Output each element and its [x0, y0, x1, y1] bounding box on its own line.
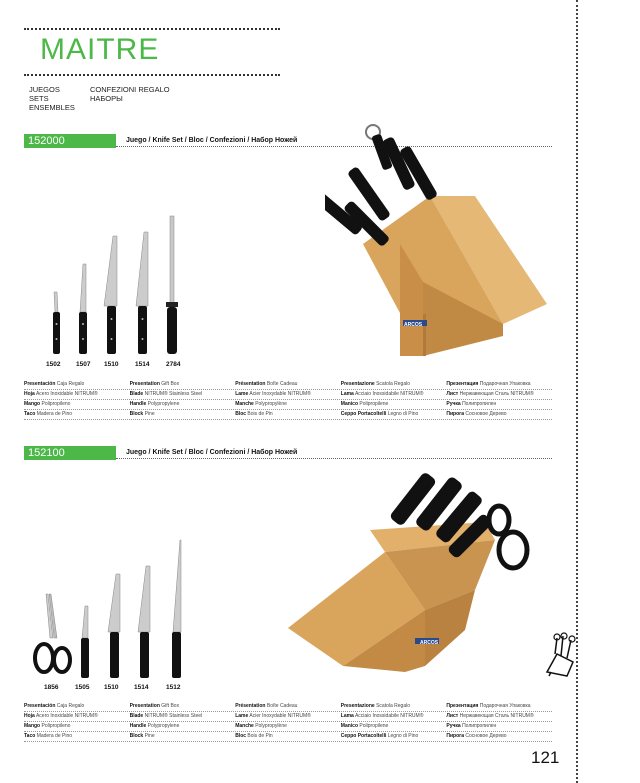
- knife-block-sketch-icon: [543, 632, 579, 678]
- spec-cell: Block Pine: [129, 411, 155, 417]
- spec-cell: Mango Polipropileno: [24, 723, 71, 729]
- knife-ref: 1514: [134, 684, 149, 691]
- spec-cell: Mango Polipropileno: [24, 401, 71, 407]
- category-label: JUEGOS: [29, 85, 60, 94]
- bread-knife-icon: [138, 566, 150, 678]
- sharpening-steel-icon: [166, 216, 178, 354]
- knife-lineup: [40, 214, 190, 359]
- spec-cell: Handle Polypropylene: [129, 401, 180, 407]
- spec-cell: Presentazione Scatola Regalo: [340, 703, 410, 709]
- paring-knife-icon: [81, 606, 89, 678]
- category-label: CONFEZIONI REGALO: [90, 85, 170, 94]
- spec-cell: Ручка Полипропилен: [446, 723, 497, 729]
- spec-cell: Présentation Boîte Cadeau: [235, 703, 298, 709]
- spec-cell: Manche Polypropylène: [235, 723, 287, 729]
- spec-cell: Blade NITRUM® Stainless Steel: [129, 391, 203, 397]
- slicing-knife-icon: [172, 540, 181, 678]
- knife-ref: 1510: [104, 361, 119, 368]
- category-label: НАБОРЫ: [90, 94, 123, 103]
- spec-cell: Presentación Caja Regalo: [24, 703, 85, 709]
- spec-cell: Ceppo Portacoltelli Legno di Pino: [340, 733, 419, 739]
- set-title: Juego / Knife Set / Bloc / Confezioni / Набор Ножей: [126, 137, 298, 144]
- spec-cell: Presentación Caja Regalo: [24, 381, 85, 387]
- set-title: Juego / Knife Set / Bloc / Confezioni / Набор Ножей: [126, 449, 298, 456]
- set-rule: [116, 458, 552, 459]
- spec-cell: Ceppo Portacoltelli Legno di Pino: [340, 411, 419, 417]
- header-bottom-rule: [24, 74, 280, 76]
- knife-ref: 1510: [104, 684, 119, 691]
- chef-knife-icon: [104, 236, 117, 354]
- spec-cell: Presentazione Scatola Regalo: [340, 381, 410, 387]
- spec-cell: Block Pine: [129, 733, 155, 739]
- spec-cell: Лист Нержавеющая Сталь NITRUM®: [446, 391, 534, 397]
- spec-cell: Hoja Acero Inoxidable NITRUM®: [24, 391, 98, 397]
- utility-knife-icon: [79, 264, 87, 354]
- block-logo: ARCOS: [420, 640, 439, 646]
- spec-cell: Taco Madera de Pino: [24, 733, 73, 739]
- spec-cell: Lame Acier Inoxydable NITRUM®: [235, 391, 311, 397]
- knife-ref: 1502: [46, 361, 61, 368]
- knife-ref: 1514: [135, 361, 150, 368]
- spec-cell: Ручка Полипропилен: [446, 401, 497, 407]
- spec-cell: Blade NITRUM® Stainless Steel: [129, 713, 203, 719]
- paring-knife-icon: [53, 292, 60, 354]
- spec-cell: Lame Acier Inoxydable NITRUM®: [235, 713, 311, 719]
- category-list-left: [29, 85, 75, 112]
- set-code-badge: 152100: [24, 446, 116, 460]
- knife-ref: 1505: [75, 684, 90, 691]
- knife-ref: 1512: [166, 684, 181, 691]
- brand-title: MAITRE: [40, 33, 160, 66]
- spec-cell: Présentation Boîte Cadeau: [235, 381, 298, 387]
- category-list-right: [90, 85, 170, 103]
- spec-cell: Пирога Сосновое Дерево: [446, 411, 507, 417]
- scissors-icon: [35, 594, 70, 672]
- knife-ref: 2784: [166, 361, 181, 368]
- spec-cell: Presentation Gift Box: [129, 381, 180, 387]
- spec-cell: Lama Acciaio Inossidabile NITRUM®: [340, 713, 424, 719]
- category-label: ENSEMBLES: [29, 103, 75, 112]
- page-number: 121: [531, 748, 560, 767]
- knife-lineup: [30, 538, 190, 683]
- spec-cell: Пирога Сосновое Дерево: [446, 733, 507, 739]
- spec-cell: Hoja Acero Inoxidable NITRUM®: [24, 713, 98, 719]
- spec-cell: Bloc Bois de Pin: [235, 411, 273, 417]
- spec-cell: Презентация Подарочная Упаковка: [446, 381, 531, 387]
- category-label: SETS: [29, 94, 49, 103]
- spec-cell: Presentation Gift Box: [129, 703, 180, 709]
- knife-ref: 1856: [44, 684, 59, 691]
- knife-block-image: [285, 470, 545, 685]
- bread-knife-icon: [136, 232, 148, 354]
- chef-knife-icon: [108, 574, 120, 678]
- header-top-rule: [24, 28, 280, 30]
- spec-cell: Bloc Bois de Pin: [235, 733, 273, 739]
- set-code-badge: 152000: [24, 134, 116, 148]
- knife-block-icon: [363, 196, 547, 356]
- spec-cell: Taco Madera de Pino: [24, 411, 73, 417]
- spec-row: [24, 409, 552, 420]
- spec-cell: Manico Polipropilene: [340, 401, 389, 407]
- spec-cell: Лист Нержавеющая Сталь NITRUM®: [446, 713, 534, 719]
- block-logo: ARCOS: [404, 322, 423, 328]
- spec-cell: Lama Acciaio Inossidabile NITRUM®: [340, 391, 424, 397]
- knife-ref: 1507: [76, 361, 91, 368]
- spec-cell: Manico Polipropilene: [340, 723, 389, 729]
- knife-block-image: [325, 114, 550, 364]
- spec-row: [24, 731, 552, 742]
- spec-cell: Manche Polypropylène: [235, 401, 287, 407]
- spec-cell: Handle Polypropylene: [129, 723, 180, 729]
- spec-cell: Презентация Подарочная Упаковка: [446, 703, 531, 709]
